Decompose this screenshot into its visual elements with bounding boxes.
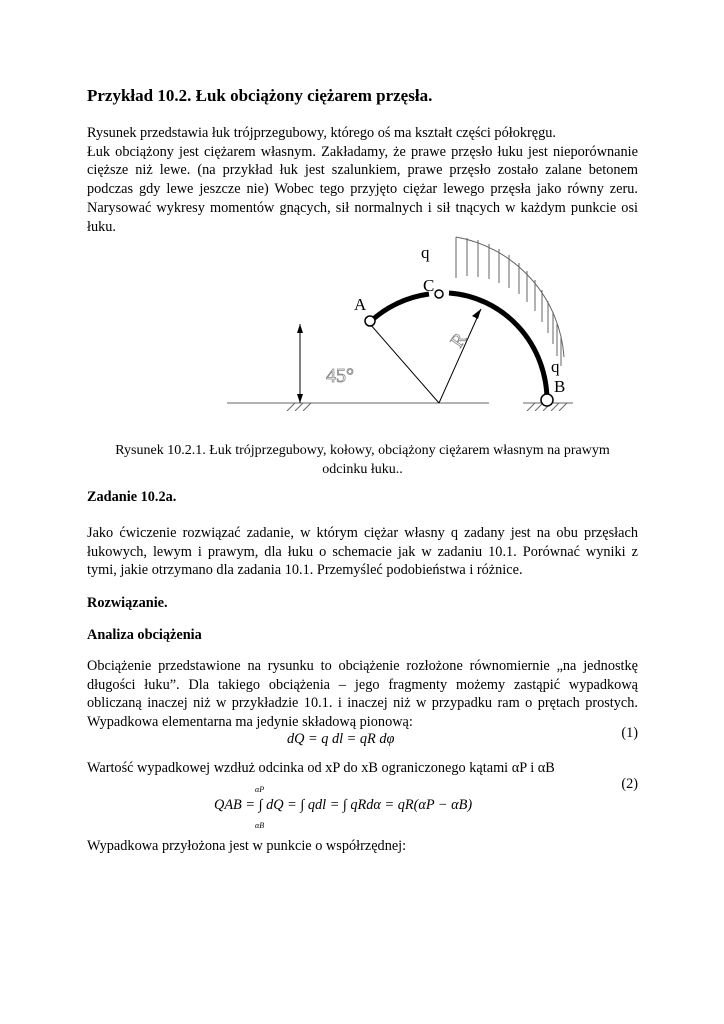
label-q-right: q [551, 357, 560, 376]
label-angle: 45° [326, 365, 354, 387]
zadanie-paragraph [87, 524, 638, 580]
label-a: A [354, 295, 367, 314]
figure-caption [87, 441, 638, 479]
hinge-a [365, 316, 375, 326]
example-heading: Przykład 10.2. Łuk obciążony ciężarem przęsła. [87, 86, 433, 105]
integral-lower-limit: αB [255, 821, 265, 830]
zadanie-line: Jako ćwiczenie rozwiązać zadanie, w którym ciężar własny q zadany jest na obu przęsłach [87, 525, 638, 541]
label-r: R [446, 329, 472, 352]
equation-1: dQ = q dl = qR dφ [287, 731, 395, 747]
rozwiazanie-heading: Rozwiązanie. [87, 595, 168, 611]
zadanie-line: łukowych, lewym i prawym, dla łuku o schemacie jak w zadaniu 10.1. Porównać wyniki z [87, 543, 638, 560]
zadanie-heading: Zadanie 10.2a. [87, 489, 177, 505]
analiza-line: Wypadkowa elementarna ma jedynie składową pionową: [87, 714, 413, 731]
equation-2-rhs: = ∫ dQ = ∫ qdl = ∫ qRdα = qR(αP − αB) [245, 797, 473, 813]
equation-2-number: (2) [621, 776, 638, 792]
label-b: B [554, 377, 566, 396]
analiza-line: długości łuku”. Dla takiego obciążenia – jego fragmenty możemy zastąpić wypadkową [87, 676, 638, 693]
integral-upper-limit: αP [255, 785, 265, 794]
caption-line: Rysunek 10.2.1. Łuk trójprzegubowy, kołowy, obciążony ciężarem własnym na prawym [115, 443, 610, 458]
intro-line: Łuk obciążony jest ciężarem własnym. Zakładamy, że prawe przęsło łuku jest nieporównanie [87, 143, 638, 160]
analiza-heading: Analiza obciążenia [87, 627, 202, 643]
analiza-paragraph [87, 657, 638, 732]
intro-paragraph [87, 124, 638, 236]
analiza-line: obliczaną inaczej niż w przykładzie 10.1. i inaczej niż w przypadku ram o prętach prostych. [87, 695, 638, 712]
equation-1-number: (1) [621, 725, 638, 741]
zadanie-line: tymi, jakie otrzymano dla zadania 10.1. Przemyśleć podobieństwa i różnice. [87, 562, 523, 579]
equation-2 [214, 797, 472, 814]
label-q-top: q [421, 243, 430, 262]
last-line: Wypadkowa przyłożona jest w punkcie o współrzędnej: [87, 838, 407, 854]
intro-line: Narysować wykresy momentów gnących, sił normalnych i sił tnących w każdym punkcie osi [87, 199, 638, 216]
analiza-line: Obciążenie przedstawione na rysunku to obciążenie rozłożone równomiernie „na jednostkę [87, 658, 638, 674]
intro-line: cięższe niż lewe. (na przykład łuk jest szalunkiem, prawe przęsło zostało zalane betonem [87, 162, 638, 179]
wartosc-line: Wartość wypadkowej wzdłuż odcinka od xP do xB ograniczonego kątami αP i αB [87, 760, 555, 776]
left-support-hatch [287, 403, 311, 411]
load-arrows [456, 237, 561, 366]
intro-line: łuku. [87, 218, 116, 235]
arch-figure [227, 236, 587, 411]
hinge-b [541, 394, 553, 406]
caption-line: odcinku łuku.. [322, 462, 403, 477]
equation-2-lhs: QAB [214, 797, 242, 813]
hinge-c [435, 290, 443, 298]
label-c: C [423, 276, 435, 295]
intro-line: podczas gdy lewe jeszcze nie) Wobec tego przyjęto ciężar lewego przęsła jako równy zeru. [87, 181, 638, 198]
intro-line: Rysunek przedstawia łuk trójprzegubowy, którego oś ma kształt części półokręgu. [87, 125, 556, 141]
